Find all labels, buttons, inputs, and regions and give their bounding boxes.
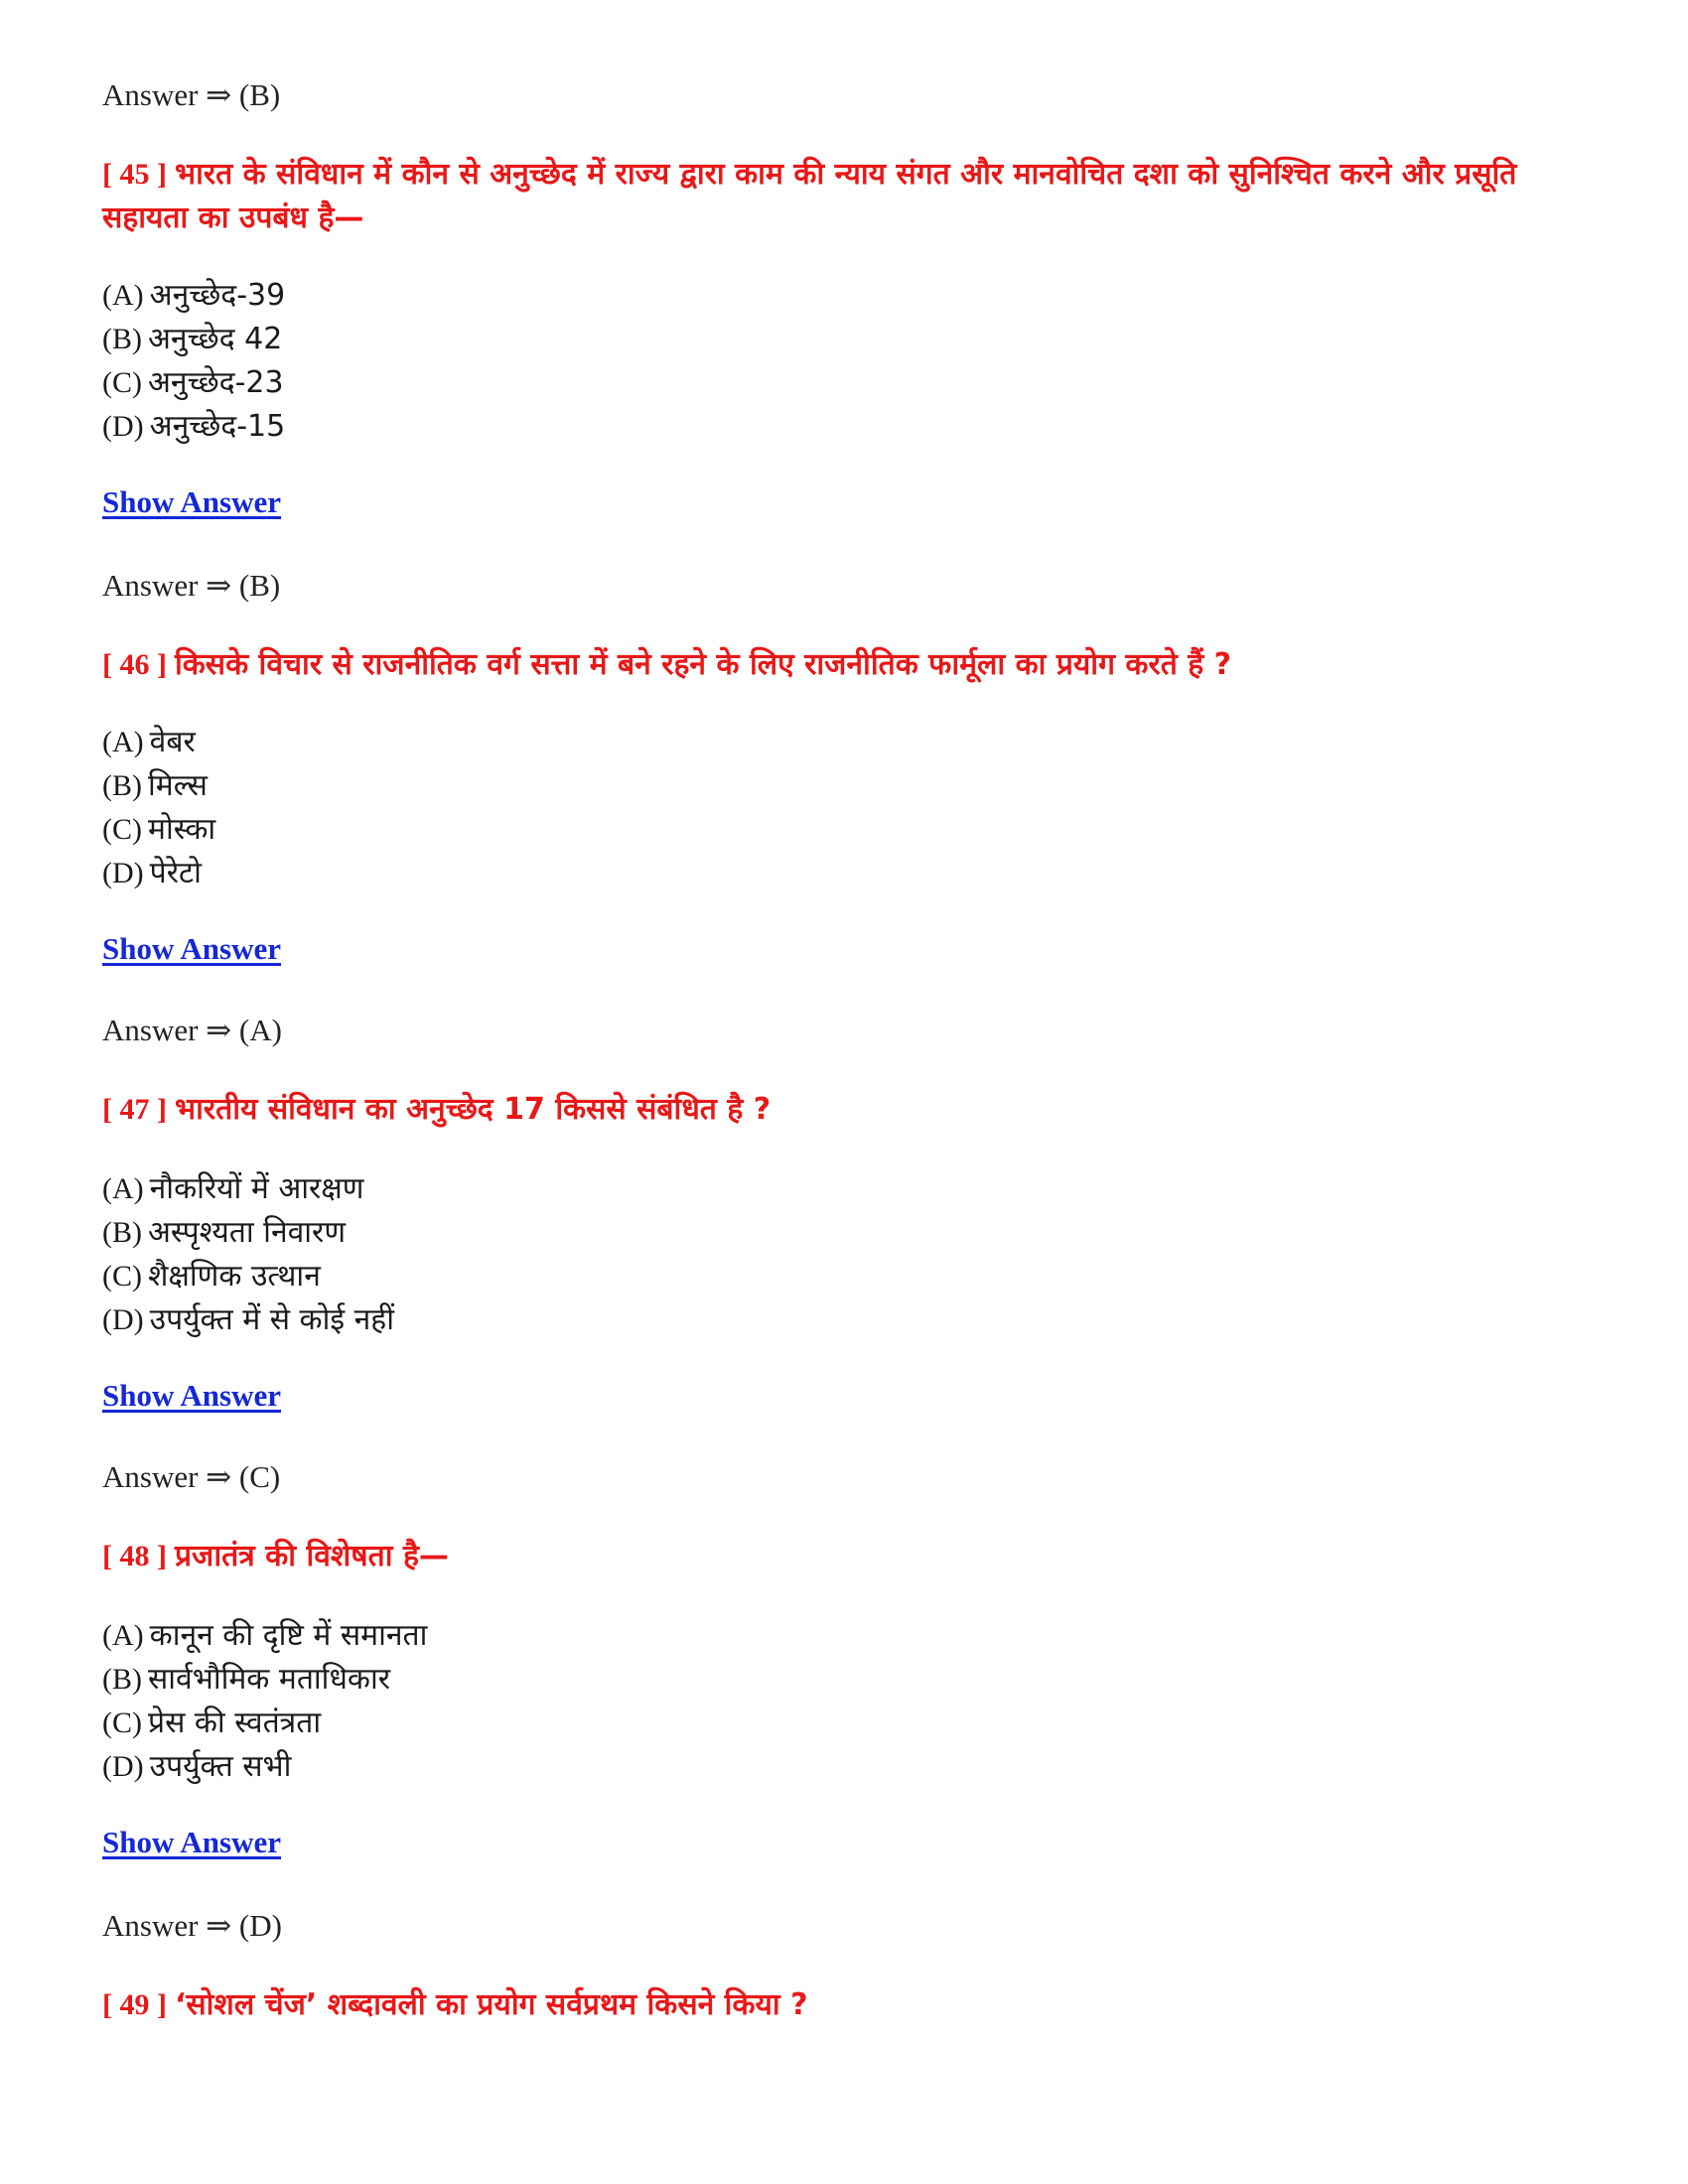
option-b bbox=[102, 1211, 394, 1255]
option-text: अनुच्छेद-23 bbox=[148, 365, 284, 400]
option-text: अस्पृश्यता निवारण bbox=[148, 1215, 347, 1250]
answer-text: Answer ⇒ (D) bbox=[102, 1908, 282, 1943]
option-c bbox=[102, 808, 215, 852]
option-b bbox=[102, 318, 285, 361]
question-text: भारतीय संविधान का अनुच्छेद 17 किससे संबंधित है ? bbox=[174, 1092, 772, 1127]
option-letter: (C) bbox=[102, 1706, 142, 1739]
option-text: पेरेटो bbox=[149, 856, 202, 890]
option-letter: (C) bbox=[102, 813, 142, 846]
show-answer-link[interactable]: Show Answer bbox=[102, 1825, 282, 1859]
option-a bbox=[102, 721, 215, 764]
question-text: भारत के संविधान में कौन से अनुच्छेद में राज्य द्वारा काम की न्याय संगत और मानवोचित दशा को सुनिश्चित करने और प्रसूति सहायता का उपबंध है— bbox=[102, 157, 1517, 235]
answer-text: Answer ⇒ (A) bbox=[102, 1013, 282, 1047]
option-a bbox=[102, 274, 285, 318]
answer-text: Answer ⇒ (B) bbox=[102, 77, 281, 112]
option-b bbox=[102, 1658, 427, 1702]
option-text: सार्वभौमिक मताधिकार bbox=[148, 1662, 390, 1697]
question-text: किसके विचार से राजनीतिक वर्ग सत्ता में बने रहने के लिए राजनीतिक फार्मूला का प्रयोग करते हैं ? bbox=[174, 647, 1232, 682]
question-number: [ 47 ] bbox=[102, 1093, 167, 1126]
option-text: शैक्षणिक उत्थान bbox=[148, 1259, 321, 1294]
option-letter: (A) bbox=[102, 1619, 144, 1652]
option-a bbox=[102, 1167, 394, 1211]
option-text: मिल्स bbox=[148, 768, 208, 803]
question-49-heading bbox=[102, 1983, 1582, 2027]
question-46-options bbox=[102, 721, 215, 895]
answer-text: Answer ⇒ (B) bbox=[102, 568, 281, 603]
show-answer-link[interactable]: Show Answer bbox=[102, 484, 282, 519]
option-d bbox=[102, 1745, 427, 1789]
question-number: [ 48 ] bbox=[102, 1540, 167, 1572]
option-letter: (D) bbox=[102, 1750, 144, 1783]
option-text: प्रेस की स्वतंत्रता bbox=[148, 1706, 322, 1740]
option-d bbox=[102, 405, 285, 449]
question-45-heading bbox=[102, 153, 1582, 240]
option-text: अनुच्छेद-15 bbox=[149, 409, 286, 444]
option-letter: (A) bbox=[102, 726, 144, 758]
question-47-heading bbox=[102, 1088, 1582, 1132]
option-c bbox=[102, 1702, 427, 1745]
question-number: [ 46 ] bbox=[102, 648, 167, 681]
question-number: [ 45 ] bbox=[102, 158, 167, 191]
show-answer-link[interactable]: Show Answer bbox=[102, 1378, 282, 1413]
question-46-heading bbox=[102, 643, 1582, 687]
option-d bbox=[102, 852, 215, 895]
option-text: अनुच्छेद-39 bbox=[149, 278, 286, 313]
option-text: नौकरियों में आरक्षण bbox=[149, 1171, 364, 1206]
question-number: [ 49 ] bbox=[102, 1988, 167, 2021]
option-a bbox=[102, 1614, 427, 1658]
option-c bbox=[102, 361, 285, 405]
show-answer-link[interactable]: Show Answer bbox=[102, 931, 282, 966]
option-letter: (B) bbox=[102, 1663, 142, 1696]
option-letter: (D) bbox=[102, 857, 144, 889]
option-letter: (A) bbox=[102, 279, 144, 312]
option-letter: (C) bbox=[102, 1260, 142, 1293]
option-letter: (B) bbox=[102, 769, 142, 802]
option-text: उपर्युक्त में से कोई नहीं bbox=[149, 1302, 394, 1337]
option-text: अनुच्छेद 42 bbox=[148, 322, 283, 356]
answer-text: Answer ⇒ (C) bbox=[102, 1459, 281, 1494]
option-text: उपर्युक्त सभी bbox=[149, 1749, 292, 1784]
option-b bbox=[102, 764, 215, 808]
question-47-options bbox=[102, 1167, 394, 1342]
option-letter: (D) bbox=[102, 1303, 144, 1336]
option-d bbox=[102, 1298, 394, 1342]
option-text: मोस्का bbox=[148, 812, 216, 847]
option-text: वेबर bbox=[149, 725, 196, 759]
option-text: कानून की दृष्टि में समानता bbox=[149, 1618, 428, 1653]
question-48-options bbox=[102, 1614, 427, 1789]
option-c bbox=[102, 1255, 394, 1298]
question-45-options bbox=[102, 274, 285, 449]
option-letter: (B) bbox=[102, 323, 142, 355]
option-letter: (A) bbox=[102, 1172, 144, 1205]
option-letter: (D) bbox=[102, 410, 144, 443]
option-letter: (C) bbox=[102, 366, 142, 399]
question-text: ‘सोशल चेंज’ शब्दावली का प्रयोग सर्वप्रथम किसने किया ? bbox=[174, 1987, 808, 2022]
question-text: प्रजातंत्र की विशेषता है— bbox=[174, 1539, 449, 1573]
option-letter: (B) bbox=[102, 1216, 142, 1249]
question-48-heading bbox=[102, 1535, 1582, 1578]
